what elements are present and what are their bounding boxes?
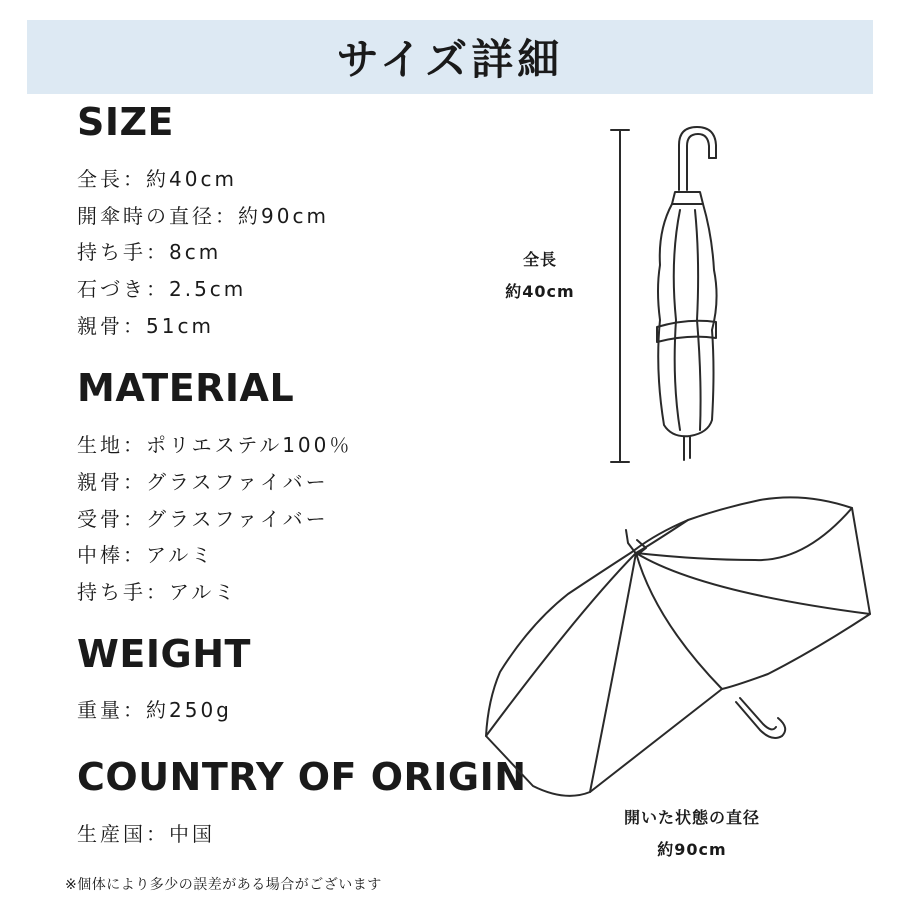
size-line-diameter: 開傘時の直径：約90cm	[77, 204, 329, 228]
origin-heading: COUNTRY OF ORIGIN	[77, 755, 527, 799]
open-diameter-label	[592, 802, 792, 866]
weight-line: 重量：約250g	[77, 698, 232, 722]
material-line-fabric: 生地：ポリエステル100％	[77, 433, 353, 457]
weight-heading: WEIGHT	[77, 632, 251, 676]
material-line-rib: 親骨：グラスファイバー	[77, 470, 329, 494]
open-diameter-label-line2: 約90cm	[657, 840, 727, 859]
size-line-length: 全長：約40cm	[77, 167, 237, 191]
material-line-shaft: 中棒：アルミ	[77, 543, 215, 567]
origin-line: 生産国：中国	[77, 822, 215, 846]
page-title: サイズ詳細	[336, 35, 564, 84]
material-line-handle: 持ち手：アルミ	[77, 580, 238, 604]
material-line-stretcher: 受骨：グラスファイバー	[77, 507, 329, 531]
size-line-tip: 石づき：2.5cm	[77, 277, 247, 301]
disclaimer-note: ※個体により多少の誤差がある場合がございます	[65, 877, 382, 893]
material-heading: MATERIAL	[77, 366, 295, 410]
open-diameter-label-line1: 開いた状態の直径	[623, 808, 760, 827]
size-line-rib: 親骨：51cm	[77, 314, 214, 338]
length-dimension-line	[611, 130, 629, 462]
open-umbrella-icon	[486, 497, 870, 796]
size-heading: SIZE	[77, 100, 175, 144]
closed-length-label-line2: 約40cm	[505, 282, 575, 301]
closed-length-label-line1: 全長	[522, 250, 557, 269]
size-line-handle: 持ち手：8cm	[77, 240, 222, 264]
closed-umbrella-icon	[657, 127, 717, 460]
closed-length-label	[490, 244, 590, 308]
